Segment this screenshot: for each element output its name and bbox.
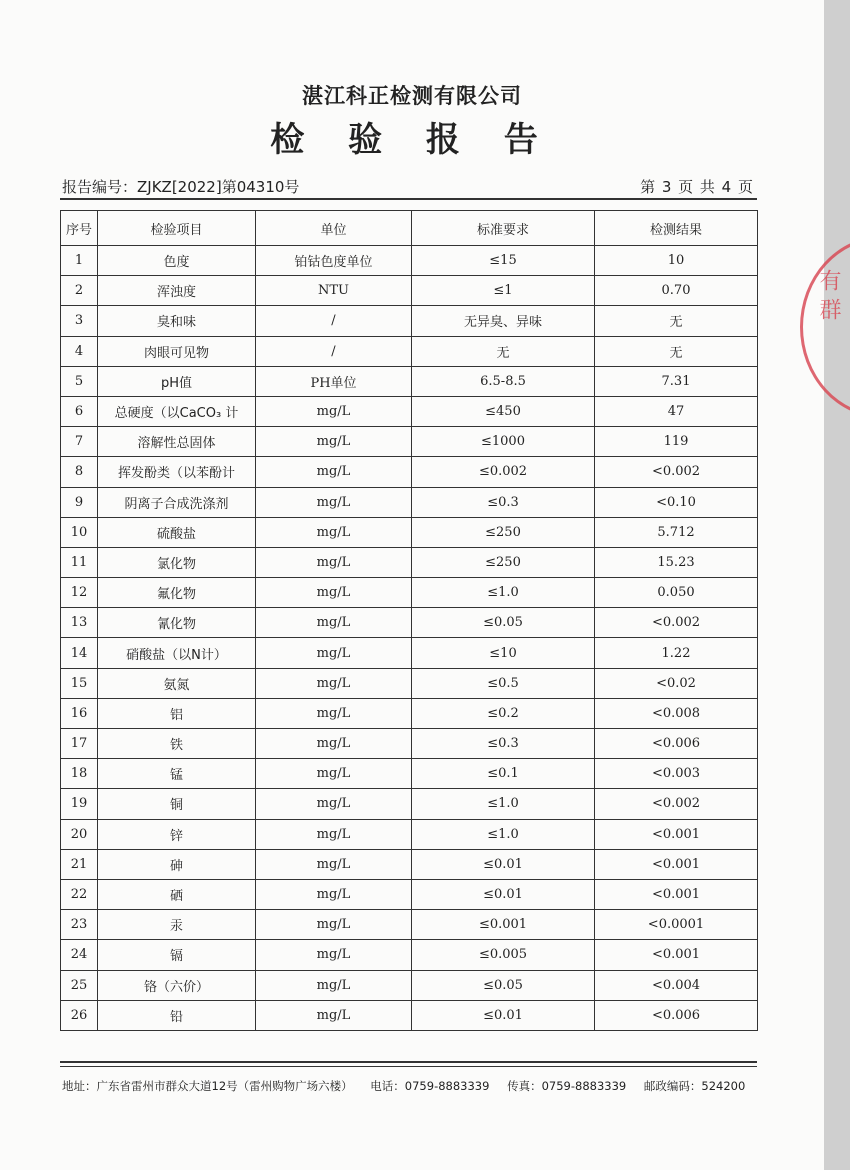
footer-phone: 电话：0759-8883339: [370, 1079, 490, 1093]
table-row: [61, 879, 758, 909]
cell-item: 硫酸盐: [98, 517, 256, 547]
seal-circle: [800, 236, 850, 412]
cell-standard: ≤0.002: [412, 457, 595, 487]
cell-standard: ≤0.3: [412, 487, 595, 517]
cell-no: 7: [61, 427, 98, 457]
cell-no: 3: [61, 306, 98, 336]
footer-divider-thin: [60, 1066, 757, 1067]
cell-standard: ≤0.05: [412, 608, 595, 638]
cell-standard: ≤0.2: [412, 698, 595, 728]
cell-no: 20: [61, 819, 98, 849]
cell-unit: PH单位: [256, 366, 412, 396]
cell-item: 铬（六价）: [98, 970, 256, 1000]
table-row: [61, 1000, 758, 1030]
cell-item: 锰: [98, 759, 256, 789]
cell-unit: 铂钴色度单位: [256, 246, 412, 276]
cell-unit: /: [256, 336, 412, 366]
cell-no: 6: [61, 396, 98, 426]
cell-unit: mg/L: [256, 668, 412, 698]
cell-standard: 无异臭、异味: [412, 306, 595, 336]
red-seal-stamp: [800, 236, 850, 412]
cell-item: 铁: [98, 729, 256, 759]
cell-no: 18: [61, 759, 98, 789]
table-row: [61, 638, 758, 668]
cell-result: <0.02: [595, 668, 758, 698]
cell-unit: mg/L: [256, 789, 412, 819]
footer-fax: 传真：0759-8883339: [507, 1079, 627, 1093]
table-row: [61, 547, 758, 577]
cell-standard: ≤0.01: [412, 879, 595, 909]
report-number: 报告编号：ZJKZ[2022]第04310号: [62, 178, 300, 196]
document-title: 检 验 报 告: [270, 120, 554, 160]
table-row: [61, 729, 758, 759]
cell-standard: ≤1.0: [412, 578, 595, 608]
cell-unit: mg/L: [256, 698, 412, 728]
cell-item: 砷: [98, 849, 256, 879]
table-header-row: [61, 211, 758, 246]
cell-no: 4: [61, 336, 98, 366]
cell-standard: 无: [412, 336, 595, 366]
cell-standard: ≤1: [412, 276, 595, 306]
cell-result: <0.001: [595, 879, 758, 909]
cell-no: 1: [61, 246, 98, 276]
cell-unit: mg/L: [256, 910, 412, 940]
column-header-standard: 标准要求: [412, 211, 595, 246]
cell-unit: mg/L: [256, 729, 412, 759]
cell-result: <0.10: [595, 487, 758, 517]
cell-item: 浑浊度: [98, 276, 256, 306]
cell-no: 14: [61, 638, 98, 668]
cell-result: 无: [595, 336, 758, 366]
table-row: [61, 427, 758, 457]
cell-item: 总硬度（以CaCO₃ 计: [98, 396, 256, 426]
table-row: [61, 487, 758, 517]
cell-standard: 6.5-8.5: [412, 366, 595, 396]
cell-standard: ≤250: [412, 517, 595, 547]
cell-result: 0.050: [595, 578, 758, 608]
column-header-item: 检验项目: [98, 211, 256, 246]
table-row: [61, 517, 758, 547]
cell-result: 10: [595, 246, 758, 276]
cell-no: 24: [61, 940, 98, 970]
cell-result: <0.004: [595, 970, 758, 1000]
table-row: [61, 246, 758, 276]
cell-no: 22: [61, 879, 98, 909]
cell-no: 19: [61, 789, 98, 819]
cell-unit: mg/L: [256, 547, 412, 577]
table-row: [61, 970, 758, 1000]
cell-item: pH值: [98, 366, 256, 396]
footer-postcode: 邮政编码：524200: [643, 1079, 746, 1093]
cell-no: 2: [61, 276, 98, 306]
table-row: [61, 940, 758, 970]
cell-unit: NTU: [256, 276, 412, 306]
cell-no: 23: [61, 910, 98, 940]
cell-result: <0.001: [595, 819, 758, 849]
cell-unit: mg/L: [256, 849, 412, 879]
cell-result: <0.002: [595, 608, 758, 638]
scan-edge: [824, 0, 850, 1170]
cell-item: 氯化物: [98, 547, 256, 577]
table-row: [61, 819, 758, 849]
table-row: [61, 396, 758, 426]
cell-result: 0.70: [595, 276, 758, 306]
cell-result: 无: [595, 306, 758, 336]
cell-result: 47: [595, 396, 758, 426]
cell-result: <0.002: [595, 789, 758, 819]
table-row: [61, 306, 758, 336]
table-row: [61, 759, 758, 789]
cell-result: <0.0001: [595, 910, 758, 940]
table-row: [61, 366, 758, 396]
footer-address: 地址：广东省雷州市群众大道12号（雷州购物广场六楼）: [62, 1079, 353, 1093]
cell-no: 9: [61, 487, 98, 517]
cell-item: 肉眼可见物: [98, 336, 256, 366]
cell-unit: mg/L: [256, 1000, 412, 1030]
cell-unit: /: [256, 306, 412, 336]
table-row: [61, 910, 758, 940]
cell-unit: mg/L: [256, 970, 412, 1000]
cell-standard: ≤0.01: [412, 1000, 595, 1030]
cell-item: 臭和味: [98, 306, 256, 336]
cell-result: <0.001: [595, 940, 758, 970]
cell-no: 5: [61, 366, 98, 396]
cell-unit: mg/L: [256, 396, 412, 426]
cell-no: 26: [61, 1000, 98, 1030]
cell-unit: mg/L: [256, 638, 412, 668]
cell-item: 镉: [98, 940, 256, 970]
column-header-unit: 单位: [256, 211, 412, 246]
cell-item: 色度: [98, 246, 256, 276]
results-table: [60, 210, 758, 1031]
table-body: [61, 246, 758, 1031]
cell-item: 氰化物: [98, 608, 256, 638]
cell-unit: mg/L: [256, 457, 412, 487]
table-row: [61, 336, 758, 366]
cell-result: <0.003: [595, 759, 758, 789]
cell-no: 15: [61, 668, 98, 698]
table-row: [61, 276, 758, 306]
cell-item: 铝: [98, 698, 256, 728]
cell-standard: ≤0.005: [412, 940, 595, 970]
cell-standard: ≤450: [412, 396, 595, 426]
page-indicator: 第 3 页 共 4 页: [640, 178, 754, 196]
cell-item: 挥发酚类（以苯酚计: [98, 457, 256, 487]
cell-result: 119: [595, 427, 758, 457]
cell-result: <0.008: [595, 698, 758, 728]
cell-standard: ≤0.01: [412, 849, 595, 879]
cell-unit: mg/L: [256, 487, 412, 517]
cell-no: 12: [61, 578, 98, 608]
cell-no: 17: [61, 729, 98, 759]
cell-standard: ≤1000: [412, 427, 595, 457]
cell-standard: ≤0.05: [412, 970, 595, 1000]
cell-unit: mg/L: [256, 759, 412, 789]
cell-item: 铜: [98, 789, 256, 819]
cell-result: <0.006: [595, 1000, 758, 1030]
cell-unit: mg/L: [256, 879, 412, 909]
cell-item: 硝酸盐（以N计）: [98, 638, 256, 668]
company-name: 湛江科正检测有限公司: [302, 84, 522, 108]
cell-result: 7.31: [595, 366, 758, 396]
cell-no: 21: [61, 849, 98, 879]
footer-divider: [60, 1061, 757, 1063]
cell-unit: mg/L: [256, 578, 412, 608]
table-row: [61, 849, 758, 879]
cell-result: <0.002: [595, 457, 758, 487]
cell-item: 溶解性总固体: [98, 427, 256, 457]
cell-unit: mg/L: [256, 819, 412, 849]
cell-no: 11: [61, 547, 98, 577]
cell-standard: ≤0.5: [412, 668, 595, 698]
cell-unit: mg/L: [256, 608, 412, 638]
header-divider: [60, 198, 757, 200]
cell-unit: mg/L: [256, 517, 412, 547]
seal-text: 有 群: [816, 269, 841, 320]
cell-no: 8: [61, 457, 98, 487]
table-row: [61, 789, 758, 819]
cell-no: 16: [61, 698, 98, 728]
cell-item: 汞: [98, 910, 256, 940]
table-row: [61, 608, 758, 638]
cell-result: <0.001: [595, 849, 758, 879]
cell-standard: ≤0.001: [412, 910, 595, 940]
cell-item: 铅: [98, 1000, 256, 1030]
cell-result: 15.23: [595, 547, 758, 577]
cell-no: 10: [61, 517, 98, 547]
cell-standard: ≤10: [412, 638, 595, 668]
cell-item: 氨氮: [98, 668, 256, 698]
table-row: [61, 698, 758, 728]
cell-unit: mg/L: [256, 427, 412, 457]
cell-result: <0.006: [595, 729, 758, 759]
table-row: [61, 668, 758, 698]
cell-item: 硒: [98, 879, 256, 909]
cell-standard: ≤0.1: [412, 759, 595, 789]
cell-standard: ≤1.0: [412, 819, 595, 849]
cell-result: 1.22: [595, 638, 758, 668]
cell-unit: mg/L: [256, 940, 412, 970]
cell-standard: ≤0.3: [412, 729, 595, 759]
cell-no: 13: [61, 608, 98, 638]
cell-result: 5.712: [595, 517, 758, 547]
cell-item: 阴离子合成洗涤剂: [98, 487, 256, 517]
cell-item: 锌: [98, 819, 256, 849]
footer: [62, 1078, 762, 1094]
column-header-result: 检测结果: [595, 211, 758, 246]
cell-no: 25: [61, 970, 98, 1000]
column-header-no: 序号: [61, 211, 98, 246]
cell-standard: ≤250: [412, 547, 595, 577]
table-row: [61, 457, 758, 487]
cell-item: 氟化物: [98, 578, 256, 608]
table-row: [61, 578, 758, 608]
cell-standard: ≤1.0: [412, 789, 595, 819]
cell-standard: ≤15: [412, 246, 595, 276]
